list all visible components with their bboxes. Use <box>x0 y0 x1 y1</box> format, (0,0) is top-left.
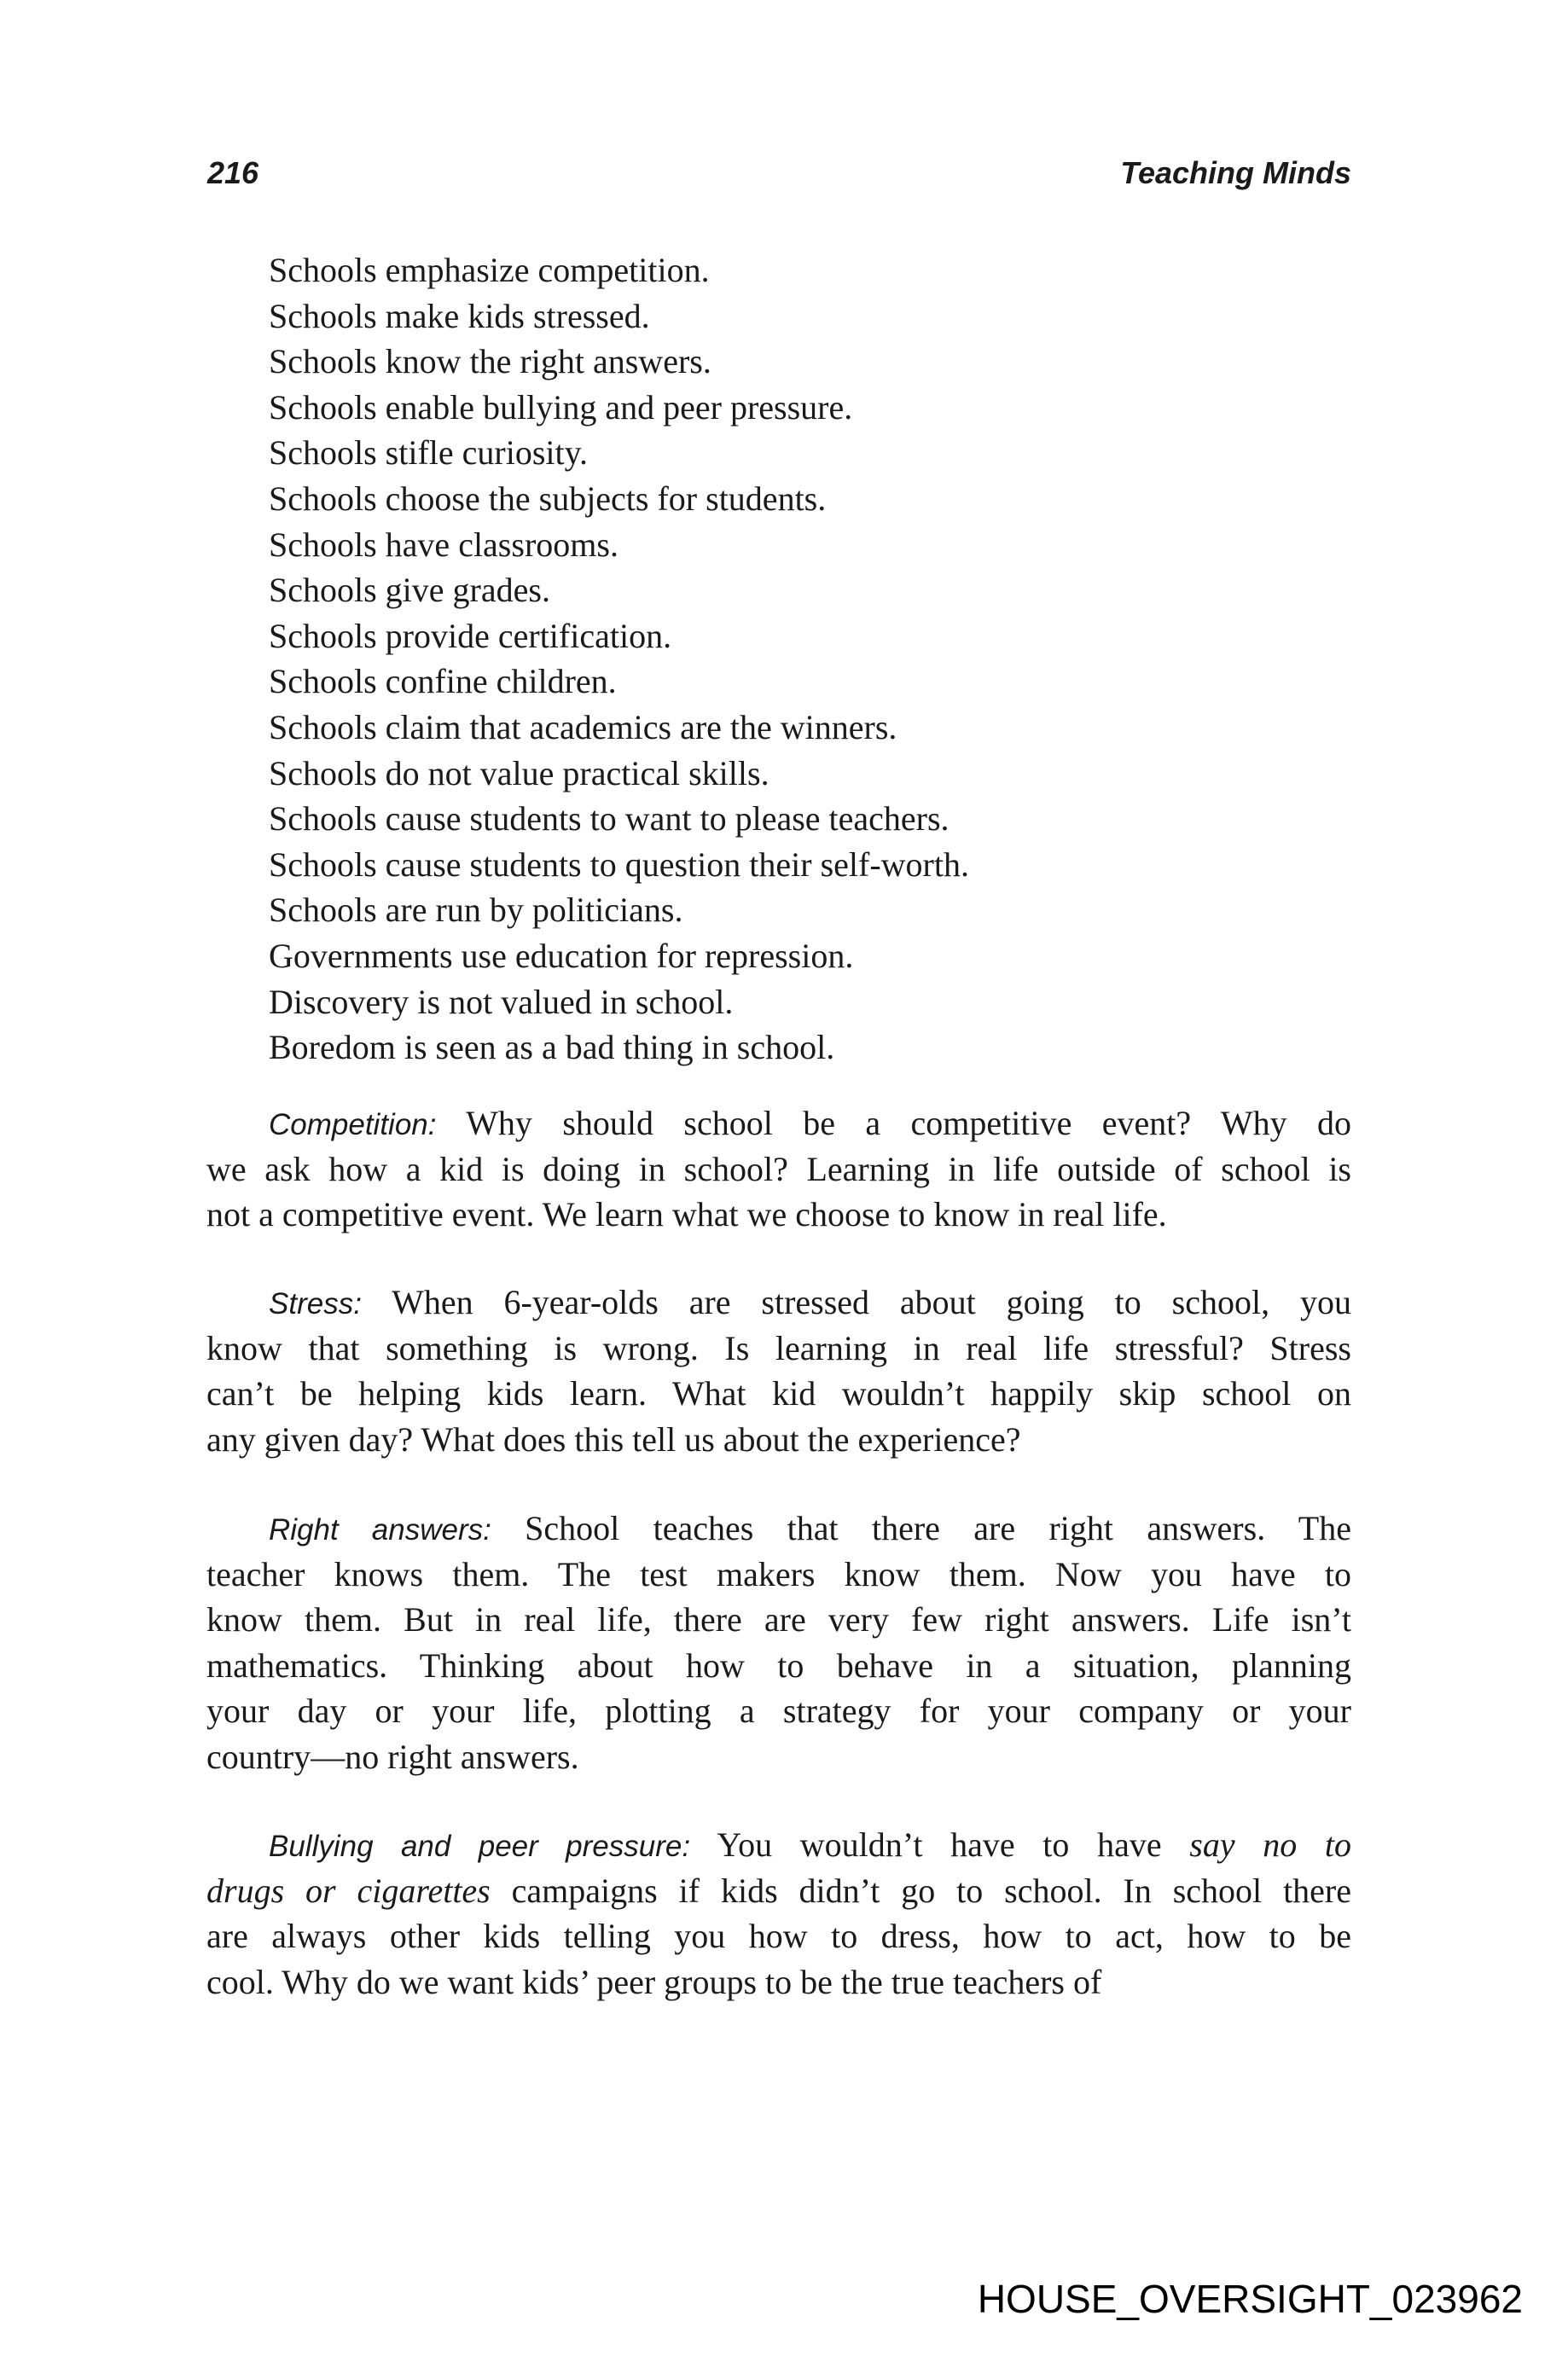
text-line <box>206 1959 1351 2005</box>
paragraph-right-answers <box>206 1506 1351 1780</box>
text-run: your day or your life, plotting a strategy for your company or your <box>206 1692 1351 1731</box>
text-run: Why should school be a competitive event? Why do <box>436 1104 1351 1142</box>
paragraph-lead-label: Bullying and peer pressure: <box>269 1830 691 1863</box>
page-number: 216 <box>207 155 259 190</box>
paragraph-lead-label: Right answers: <box>269 1513 491 1547</box>
text-run: any given day? What does this tell us about the experience? <box>206 1419 1021 1459</box>
list-item: Schools stifle curiosity. <box>269 433 589 473</box>
list-item: Governments use education for repression. <box>269 936 854 975</box>
text-line <box>206 1146 1351 1193</box>
paragraph-bullying <box>206 1822 1351 2005</box>
paragraph-stress <box>206 1280 1351 1462</box>
text-line <box>206 1868 1351 1914</box>
text-line <box>206 1192 1351 1238</box>
list-item: Schools know the right answers. <box>269 342 711 381</box>
text-line <box>206 1371 1351 1417</box>
text-line <box>206 1506 1351 1552</box>
text-line <box>206 1417 1351 1463</box>
list-item: Schools do not value practical skills. <box>269 753 769 792</box>
list-item: Schools provide certification. <box>269 616 672 655</box>
text-run: can’t be helping kids learn. What kid wouldn’t happily skip school on <box>206 1374 1351 1413</box>
bates-stamp: HOUSE_OVERSIGHT_023962 <box>977 2277 1523 2321</box>
text-run: School teaches that there are right answers. The <box>491 1509 1351 1547</box>
text-run: cool. Why do we want kids’ peer groups to be the true teachers of <box>206 1962 1102 2001</box>
italic-text: drugs or cigarettes <box>206 1871 491 1910</box>
list-item: Schools enable bullying and peer pressure. <box>269 387 853 427</box>
text-run: mathematics. Thinking about how to behave in a situation, planning <box>206 1645 1351 1685</box>
list-item: Schools make kids stressed. <box>269 296 650 335</box>
paragraph-competition <box>206 1100 1351 1238</box>
list-item: Schools cause students to want to please teachers. <box>269 799 950 839</box>
text-line <box>206 1326 1351 1372</box>
text-run: country—no right answers. <box>206 1737 579 1776</box>
list-item: Schools choose the subjects for students. <box>269 479 827 518</box>
text-run: not a competitive event. We learn what we choose to know in real life. <box>206 1195 1167 1234</box>
list-item: Schools emphasize competition. <box>269 251 710 289</box>
text-line <box>206 1822 1351 1868</box>
text-line <box>206 1643 1351 1689</box>
text-run: When 6-year-olds are stressed about going to school, you <box>361 1283 1351 1321</box>
text-line <box>206 1597 1351 1643</box>
paragraph-lead-label: Competition: <box>269 1108 437 1141</box>
paragraph-lead-label: Stress: <box>269 1287 362 1320</box>
text-line <box>206 1734 1351 1780</box>
list-item: Schools cause students to question their self-worth. <box>269 844 969 884</box>
text-line <box>206 1552 1351 1598</box>
text-line <box>206 1280 1351 1326</box>
text-run: are always other kids telling you how to dress, how to act, how to be <box>206 1917 1351 1956</box>
statement-list <box>269 247 1378 1071</box>
text-run: teacher knows them. The test makers know them. Now you have to <box>206 1554 1351 1593</box>
text-run: know them. But in real life, there are very few right answers. Life isn’t <box>206 1600 1351 1639</box>
text-run: campaigns if kids didn’t go to school. In school there <box>490 1871 1351 1910</box>
list-item: Schools give grades. <box>269 571 550 610</box>
list-item: Schools have classrooms. <box>269 525 618 564</box>
text-run: we ask how a kid is doing in school? Learning in life outside of school is <box>206 1149 1351 1188</box>
list-item: Discovery is not valued in school. <box>269 982 734 1021</box>
list-item: Schools claim that academics are the winners. <box>269 707 897 746</box>
list-item: Schools are run by politicians. <box>269 891 683 930</box>
italic-text: say no to <box>1189 1825 1351 1864</box>
text-run: know that something is wrong. Is learning in real life stressful? Stress <box>206 1328 1351 1367</box>
running-title: Teaching Minds <box>1120 155 1351 190</box>
list-item: Schools confine children. <box>269 662 617 701</box>
list-item: Boredom is seen as a bad thing in school. <box>269 1028 835 1067</box>
text-line <box>206 1688 1351 1734</box>
text-run: You wouldn’t have to have <box>690 1825 1190 1864</box>
text-line <box>206 1100 1351 1146</box>
text-line <box>206 1913 1351 1959</box>
